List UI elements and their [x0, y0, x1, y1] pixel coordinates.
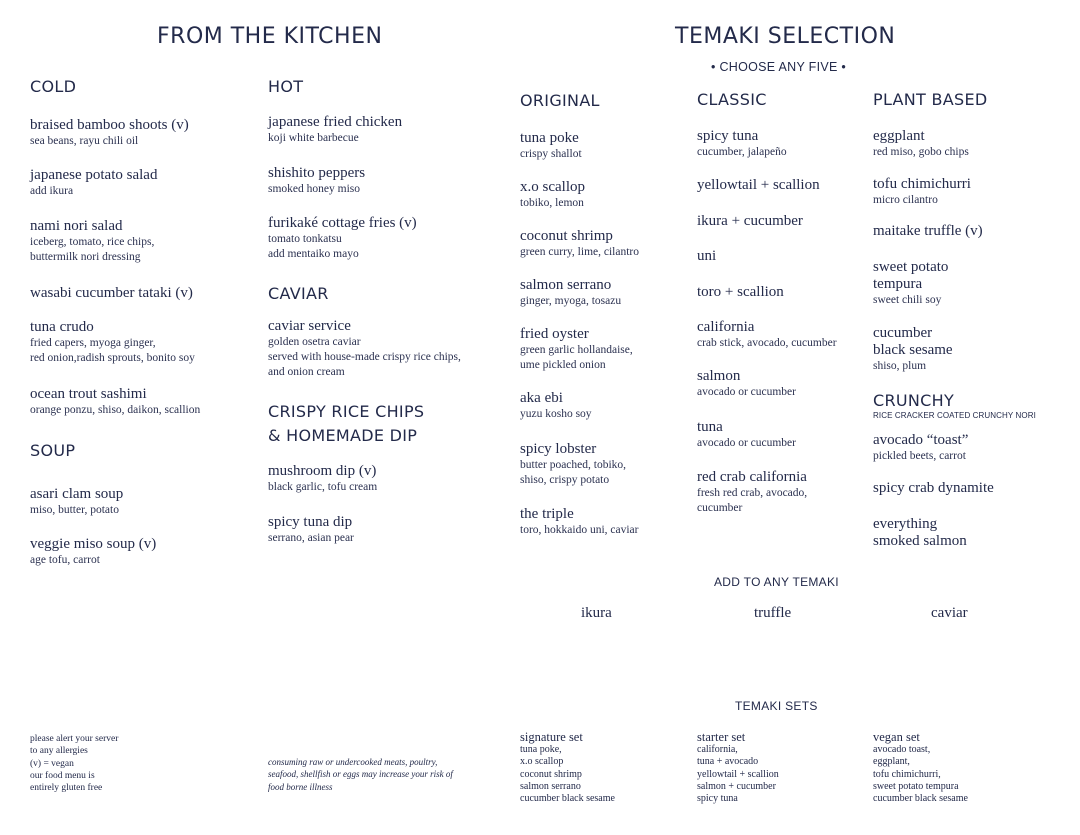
item-description: ginger, myoga, tosazu: [520, 295, 622, 307]
menu-item-tuna: [697, 419, 796, 451]
menu-item-california: [697, 319, 837, 351]
set-content-line: sweet potato tempura: [873, 780, 959, 792]
item-name: everything smoked salmon: [873, 516, 967, 549]
item-name: eggplant: [873, 128, 925, 144]
item-name: spicy crab dynamite: [873, 480, 994, 496]
set-content-line: california,: [697, 744, 738, 755]
item-name: x.o scallop: [520, 179, 585, 195]
item-description: miso, butter, potato: [30, 504, 119, 516]
item-description: buttermilk nori dressing: [30, 251, 141, 263]
item-description: sweet chili soy: [873, 294, 942, 306]
set-vegan-set: [873, 730, 968, 805]
item-description: avocado or cucumber: [697, 437, 796, 449]
menu-item-wasabi-cucumber-tataki-v: [30, 285, 193, 302]
menu-item-fried-oyster: [520, 326, 633, 373]
item-name: yellowtail + scallion: [697, 177, 820, 193]
item-description: tomato tonkatsu: [268, 233, 342, 245]
menu-item-tuna-crudo: [30, 319, 195, 366]
footnote-line: please alert your server: [30, 734, 119, 744]
item-name: salmon serrano: [520, 277, 612, 293]
item-name: avocado “toast”: [873, 432, 969, 448]
set-content-line: cucumber black sesame: [520, 793, 615, 805]
item-name: fried oyster: [520, 326, 589, 342]
item-description: koji white barbecue: [268, 132, 359, 144]
item-description: shiso, crispy potato: [520, 474, 610, 486]
menu-item-tuna-poke: [520, 130, 582, 162]
item-description: tobiko, lemon: [520, 197, 584, 209]
item-name: california: [697, 319, 755, 335]
item-name: furikaké cottage fries (v): [268, 215, 417, 231]
item-name: asari clam soup: [30, 486, 124, 502]
warning-line: seafood, shellfish or eggs may increase your risk of: [268, 769, 453, 780]
item-description: crab stick, avocado, cucumber: [697, 337, 837, 349]
item-description: add mentaiko mayo: [268, 248, 359, 260]
item-description: cucumber: [697, 502, 743, 514]
item-name: spicy tuna: [697, 128, 759, 144]
item-description: shiso, plum: [873, 360, 927, 372]
menu-item-tofu-chimichurri: [873, 176, 971, 208]
item-description: ume pickled onion: [520, 359, 606, 371]
item-description: and onion cream: [268, 366, 345, 378]
sets-title: TEMAKI SETS: [735, 699, 818, 713]
classic-section-title: CLASSIC: [697, 90, 767, 109]
item-description: micro cilantro: [873, 194, 938, 206]
item-name: maitake truffle (v): [873, 223, 983, 239]
item-description: cucumber, jalapeño: [697, 146, 787, 158]
menu-item-mushroom-dip-v: [268, 463, 377, 495]
item-description: fried capers, myoga ginger,: [30, 337, 156, 349]
item-name: coconut shrimp: [520, 228, 613, 244]
menu-item-toro-scallion: [697, 284, 784, 301]
menu-item-veggie-miso-soup-v: [30, 536, 156, 568]
warning-line: food borne illness: [268, 781, 333, 792]
item-name: cucumber black sesame: [873, 325, 953, 358]
item-name: tuna poke: [520, 130, 579, 146]
hot-section-title: HOT: [268, 77, 304, 96]
addons-title: ADD TO ANY TEMAKI: [714, 575, 839, 589]
menu-item-asari-clam-soup: [30, 486, 123, 518]
item-name: ikura + cucumber: [697, 213, 803, 229]
item-name: tuna: [697, 419, 723, 435]
item-description: green garlic hollandaise,: [520, 344, 633, 356]
menu-item-coconut-shrimp: [520, 228, 639, 260]
item-name: nami nori salad: [30, 218, 123, 234]
menu-item-ocean-trout-sashimi: [30, 386, 200, 418]
item-name: aka ebi: [520, 390, 563, 406]
warning-line: consuming raw or undercooked meats, poultry,: [268, 757, 438, 767]
set-content-line: salmon + cucumber: [697, 780, 776, 792]
cold-section-title: COLD: [30, 77, 77, 96]
item-description: orange ponzu, shiso, daikon, scallion: [30, 404, 201, 416]
item-description: avocado or cucumber: [697, 386, 796, 398]
set-name: vegan set: [873, 730, 920, 744]
menu-item-spicy-lobster: [520, 441, 626, 488]
item-description: black garlic, tofu cream: [268, 481, 378, 493]
item-description: red miso, gobo chips: [873, 146, 969, 158]
item-description: smoked honey miso: [268, 183, 360, 195]
footnote-line: entirely gluten free: [30, 783, 103, 794]
item-description: age tofu, carrot: [30, 554, 100, 566]
caviar-section-title: CAVIAR: [268, 284, 329, 303]
crispy-section-title-line1: CRISPY RICE CHIPS: [268, 402, 425, 421]
set-content-line: coconut shrimp: [520, 768, 582, 780]
item-description: red onion,radish sprouts, bonito soy: [30, 352, 195, 364]
item-name: uni: [697, 248, 717, 264]
menu-item-spicy-crab-dynamite: [873, 480, 994, 497]
menu-item-ikura-cucumber: [697, 213, 803, 230]
item-name: caviar service: [268, 318, 351, 334]
item-name: veggie miso soup (v): [30, 536, 157, 552]
item-name: toro + scallion: [697, 284, 784, 300]
item-description: green curry, lime, cilantro: [520, 246, 639, 258]
set-content-line: tuna poke,: [520, 744, 562, 755]
set-content-line: x.o scallop: [520, 756, 564, 768]
item-description: serrano, asian pear: [268, 532, 354, 544]
item-name: japanese fried chicken: [268, 114, 403, 130]
menu-item-red-crab-california: [697, 469, 807, 516]
menu-item-salmon-serrano: [520, 277, 621, 309]
menu-item-aka-ebi: [520, 390, 592, 422]
menu-item-spicy-tuna: [697, 128, 787, 160]
plant-section-title: PLANT BASED: [873, 90, 988, 109]
addon-truffle: truffle: [754, 605, 792, 621]
menu-item-braised-bamboo-shoots-v: [30, 117, 189, 149]
item-description: toro, hokkaido uni, caviar: [520, 524, 639, 536]
menu-item-everything-smoked-salmon: [873, 516, 967, 550]
item-name: mushroom dip (v): [268, 463, 377, 479]
crunchy-note: RICE CRACKER COATED CRUNCHY NORI: [873, 411, 1036, 420]
menu-item-sweet-potato-tempura: [873, 259, 948, 308]
item-description: fresh red crab, avocado,: [697, 487, 808, 499]
item-name: red crab california: [697, 469, 807, 485]
menu-item-eggplant: [873, 128, 969, 160]
item-description: iceberg, tomato, rice chips,: [30, 236, 155, 248]
addon-ikura: ikura: [581, 605, 612, 621]
set-content-line: eggplant,: [873, 756, 910, 768]
item-name: spicy lobster: [520, 441, 597, 457]
footnote-line: (v) = vegan: [30, 758, 74, 769]
menu-item-yellowtail-scallion: [697, 177, 820, 194]
item-name: wasabi cucumber tataki (v): [30, 285, 193, 301]
menu-item-japanese-potato-salad: [30, 167, 157, 199]
item-description: served with house-made crispy rice chips,: [268, 351, 461, 363]
set-signature-set: [520, 730, 615, 805]
menu-item-shishito-peppers: [268, 165, 365, 197]
set-content-line: salmon serrano: [520, 780, 581, 792]
set-content-line: avocado toast,: [873, 744, 931, 755]
item-name: braised bamboo shoots (v): [30, 117, 189, 133]
menu-item-x-o-scallop: [520, 179, 585, 211]
footnote-line: our food menu is: [30, 770, 95, 781]
item-name: tofu chimichurri: [873, 176, 971, 192]
item-description: add ikura: [30, 185, 74, 197]
temaki-subtitle: • CHOOSE ANY FIVE •: [711, 60, 847, 74]
menu-item-the-triple: [520, 506, 638, 538]
item-name: japanese potato salad: [30, 167, 158, 183]
item-description: pickled beets, carrot: [873, 450, 966, 462]
addon-caviar: caviar: [931, 605, 968, 621]
item-description: golden osetra caviar: [268, 336, 361, 348]
set-content-line: tofu chimichurri,: [873, 768, 941, 780]
menu-item-salmon: [697, 368, 796, 400]
set-content-line: cucumber black sesame: [873, 793, 968, 805]
menu-item-japanese-fried-chicken: [268, 114, 402, 146]
item-name: sweet potato tempura: [873, 259, 949, 292]
menu-item-furikak-cottage-fries-v: [268, 215, 417, 262]
item-name: tuna crudo: [30, 319, 94, 335]
item-description: sea beans, rayu chili oil: [30, 135, 139, 147]
menu-item-cucumber-black-sesame: [873, 325, 953, 374]
set-content-line: tuna + avocado: [697, 756, 759, 768]
item-description: crispy shallot: [520, 148, 582, 160]
item-name: spicy tuna dip: [268, 514, 353, 530]
menu-item-avocado-toast: [873, 432, 968, 464]
item-description: butter poached, tobiko,: [520, 459, 627, 471]
temaki-title: TEMAKI SELECTION: [675, 24, 896, 49]
set-content-line: yellowtail + scallion: [697, 768, 779, 780]
footnote-line: to any allergies: [30, 746, 88, 757]
set-name: starter set: [697, 730, 746, 744]
kitchen-title: FROM THE KITCHEN: [157, 24, 383, 49]
item-name: salmon: [697, 368, 741, 384]
crunchy-section-title: CRUNCHY: [873, 391, 955, 410]
set-name: signature set: [520, 730, 583, 744]
menu-item-caviar-service: [268, 318, 461, 380]
original-section-title: ORIGINAL: [520, 91, 600, 110]
raw-food-warning: [268, 756, 453, 793]
menu-item-uni: [697, 248, 716, 265]
item-name: shishito peppers: [268, 165, 366, 181]
menu-item-nami-nori-salad: [30, 218, 154, 265]
set-starter-set: [697, 730, 779, 805]
item-name: ocean trout sashimi: [30, 386, 147, 402]
allergy-footnote: [30, 733, 118, 794]
menu-item-spicy-tuna-dip: [268, 514, 354, 546]
set-content-line: spicy tuna: [697, 793, 738, 805]
menu-item-maitake-truffle-v: [873, 223, 983, 240]
soup-section-title: SOUP: [30, 441, 76, 460]
crispy-section-title-line2: & HOMEMADE DIP: [268, 426, 418, 445]
item-description: yuzu kosho soy: [520, 408, 592, 420]
item-name: the triple: [520, 506, 574, 522]
